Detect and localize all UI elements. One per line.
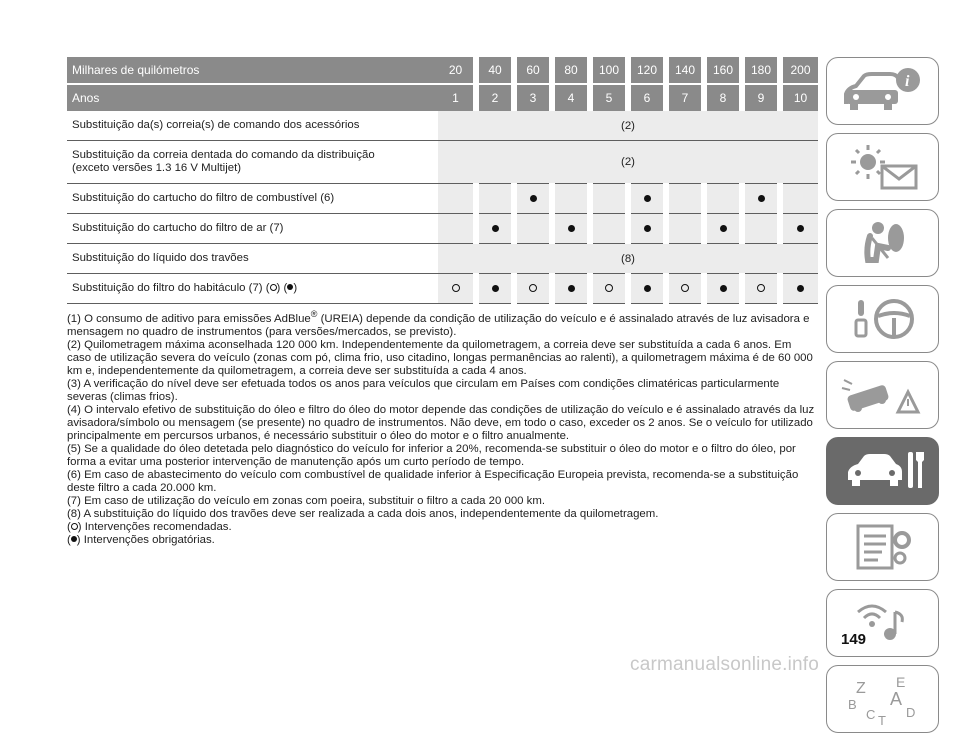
page-number: 149 bbox=[841, 631, 867, 648]
recommended-symbol-icon bbox=[71, 523, 78, 530]
schedule-cell bbox=[704, 184, 742, 214]
header-year-cell: 7 bbox=[666, 84, 704, 111]
mandatory-mark-icon bbox=[644, 225, 651, 232]
schedule-cell bbox=[742, 184, 780, 214]
index-letter: A bbox=[889, 689, 902, 709]
footnote-text: (1) O consumo de aditivo para emissões AdBlue bbox=[67, 312, 311, 325]
schedule-cell bbox=[666, 274, 704, 304]
header-year-cell: 3 bbox=[514, 84, 552, 111]
footnote-text: ) Intervenções recomendadas. bbox=[77, 520, 232, 533]
index-letter: B bbox=[847, 697, 857, 712]
mandatory-mark-icon bbox=[568, 285, 575, 292]
header-year-cell: 2 bbox=[476, 84, 514, 111]
header-years-row bbox=[67, 84, 818, 111]
header-year-cell: 5 bbox=[590, 84, 628, 111]
schedule-cell bbox=[438, 214, 476, 244]
maintenance-icon bbox=[838, 446, 928, 496]
header-year-cell: 8 bbox=[704, 84, 742, 111]
header-km-cell: 40 bbox=[476, 57, 514, 84]
table-row bbox=[67, 184, 818, 214]
row-label-line: Substituição da correia dentada do comando da distribuição bbox=[72, 149, 375, 161]
header-km-cell: 180 bbox=[742, 57, 780, 84]
schedule-cell bbox=[742, 274, 780, 304]
footnote-text: ( bbox=[67, 520, 71, 533]
footnote bbox=[67, 308, 818, 339]
safety-airbag-icon bbox=[838, 218, 928, 268]
row-label: Substituição do líquido dos travões bbox=[67, 244, 438, 274]
row-label-line: (exceto versões 1.3 16 V Multijet) bbox=[72, 162, 242, 174]
footnote: (5) Se a qualidade do óleo detetada pelo diagnóstico do veículo for inferior a 20%, recomenda-se substituir o óleo do motor e o filtro do óleo, por forma a evitar uma posterior intervenção de manutenção após um curto período de tempo. bbox=[67, 442, 796, 468]
legend-recommended bbox=[67, 521, 818, 534]
schedule-cell bbox=[590, 184, 628, 214]
header-km-cell: 20 bbox=[438, 57, 476, 84]
footnote: (2) Quilometragem máxima aconselhada 120 000 km. Independentemente da quilometragem, a correia deve ser substituída a cada 6 anos. Em caso de utilização severa do veículo (zonas com pó, clima frio, uso citadino, longas permanências ao ralenti), a quilometragem máxima é de 60 000 km e, independentemente da quilometragem, a correia deve ser substituída a cada 4 anos. bbox=[67, 338, 813, 377]
schedule-cell bbox=[476, 274, 514, 304]
recommended-mark-icon bbox=[452, 284, 460, 292]
recommended-symbol-icon bbox=[270, 284, 277, 291]
schedule-cell bbox=[628, 274, 666, 304]
footnote: (8) A substituição do líquido dos travões deve ser realizada a cada dois anos, independentemente da quilometragem. bbox=[67, 507, 659, 520]
row-label-text: ) bbox=[293, 282, 298, 294]
row-label bbox=[67, 141, 438, 184]
watermark: carmanualsonline.info bbox=[630, 654, 820, 675]
schedule-cell bbox=[704, 274, 742, 304]
svg-text:i: i bbox=[904, 73, 909, 90]
schedule-cell bbox=[514, 214, 552, 244]
header-km-cell: 200 bbox=[780, 57, 818, 84]
mandatory-mark-icon bbox=[568, 225, 575, 232]
recommended-mark-icon bbox=[605, 284, 613, 292]
schedule-cell bbox=[628, 214, 666, 244]
index-letter: E bbox=[895, 674, 905, 690]
row-note-ref: (8) bbox=[438, 244, 818, 274]
schedule-cell bbox=[666, 184, 704, 214]
row-label: Substituição da(s) correia(s) de comando dos acessórios bbox=[67, 111, 438, 141]
schedule-cell bbox=[552, 214, 590, 244]
header-year-cell: 4 bbox=[552, 84, 590, 111]
header-year-cell: 6 bbox=[628, 84, 666, 111]
header-km-cell: 120 bbox=[628, 57, 666, 84]
chapter-tab-warning-lights[interactable] bbox=[826, 133, 939, 201]
table-row bbox=[67, 141, 818, 184]
chapter-tab-maintenance[interactable] bbox=[826, 437, 939, 505]
header-km-row bbox=[67, 57, 818, 84]
schedule-cell bbox=[742, 214, 780, 244]
schedule-cell bbox=[438, 184, 476, 214]
mandatory-mark-icon bbox=[797, 225, 804, 232]
footnote: (7) Em caso de utilização do veículo em zonas com poeira, substituir o filtro a cada 20 000 km. bbox=[67, 494, 546, 507]
header-year-cell: 1 bbox=[438, 84, 476, 111]
recommended-mark-icon bbox=[681, 284, 689, 292]
recommended-mark-icon bbox=[757, 284, 765, 292]
schedule-cell bbox=[590, 274, 628, 304]
table-row bbox=[67, 214, 818, 244]
mandatory-mark-icon bbox=[758, 195, 765, 202]
row-label bbox=[67, 274, 438, 304]
schedule-cell bbox=[780, 184, 818, 214]
mandatory-mark-icon bbox=[644, 195, 651, 202]
recommended-mark-icon bbox=[529, 284, 537, 292]
chapter-tab-starting-driving[interactable] bbox=[826, 285, 939, 353]
schedule-cell bbox=[438, 274, 476, 304]
steering-wheel-icon bbox=[838, 294, 928, 344]
legend-mandatory bbox=[67, 534, 818, 547]
header-km-cell: 80 bbox=[552, 57, 590, 84]
warning-lights-icon bbox=[838, 142, 928, 192]
maintenance-schedule bbox=[67, 57, 818, 547]
schedule-cell bbox=[476, 184, 514, 214]
chapter-tab-technical-data[interactable] bbox=[826, 513, 939, 581]
schedule-cell bbox=[590, 214, 628, 244]
row-label: Substituição do cartucho do filtro de combustível (6) bbox=[67, 184, 438, 214]
index-letter: T bbox=[877, 713, 886, 725]
footnote-text: (UREIA) depende da condição de utilização do veículo e é assinalado através de luz avisadora e mensagem no quadro de instrumentos (para versões/mercados, se previsto). bbox=[67, 312, 810, 338]
schedule-cell bbox=[552, 184, 590, 214]
mandatory-mark-icon bbox=[797, 285, 804, 292]
schedule-cell bbox=[666, 214, 704, 244]
emergency-icon bbox=[838, 370, 928, 420]
table-row bbox=[67, 274, 818, 304]
schedule-cell bbox=[780, 214, 818, 244]
schedule-cell bbox=[780, 274, 818, 304]
mandatory-mark-icon bbox=[644, 285, 651, 292]
index-letter: D bbox=[905, 705, 915, 720]
footnote-text: ) Intervenções obrigatórias. bbox=[76, 533, 215, 546]
index-letter: C bbox=[865, 707, 875, 722]
schedule-cell bbox=[704, 214, 742, 244]
header-km-label: Milhares de quilómetros bbox=[67, 57, 438, 84]
technical-data-icon bbox=[838, 522, 928, 572]
footnote: (4) O intervalo efetivo de substituição do óleo e filtro do óleo do motor depende das condições de utilização do veículo e é assinalado através da luz avisadora/símbolo ou mensagem (se presente) no quadro de instrumentos. Não deve, em todo o caso, exceder os 2 anos. Se o veículo for utilizado principalmente em percursos urbanos, é necessário substituir o óleo do motor e o filtro anualmente. bbox=[67, 403, 815, 442]
index-icon bbox=[838, 673, 928, 725]
row-label-text: ) ( bbox=[276, 282, 288, 294]
car-info-icon bbox=[838, 66, 928, 116]
mandatory-mark-icon bbox=[530, 195, 537, 202]
header-km-cell: 60 bbox=[514, 57, 552, 84]
chapter-tab-car-info[interactable] bbox=[826, 57, 939, 125]
footnote: (3) A verificação do nível deve ser efetuada todos os anos para veículos que circulam em Países com condições climatéricas particularmente severas (climas frios). bbox=[67, 377, 780, 403]
table-row bbox=[67, 244, 818, 274]
mandatory-mark-icon bbox=[492, 225, 499, 232]
schedule-cell bbox=[552, 274, 590, 304]
mandatory-mark-icon bbox=[720, 285, 727, 292]
schedule-cell bbox=[628, 184, 666, 214]
chapter-tab-safety[interactable] bbox=[826, 209, 939, 277]
footnotes bbox=[67, 308, 818, 547]
header-km-cell: 160 bbox=[704, 57, 742, 84]
schedule-table bbox=[67, 57, 818, 304]
header-year-cell: 10 bbox=[780, 84, 818, 111]
schedule-cell bbox=[514, 274, 552, 304]
row-label-text: Substituição do filtro do habitáculo (7) ( bbox=[72, 282, 270, 294]
header-year-cell: 9 bbox=[742, 84, 780, 111]
header-km-cell: 140 bbox=[666, 57, 704, 84]
registered-mark: ® bbox=[310, 309, 318, 319]
schedule-cell bbox=[514, 184, 552, 214]
index-letter: Z bbox=[855, 680, 866, 697]
row-note-ref: (2) bbox=[438, 141, 818, 184]
header-km-cell: 100 bbox=[590, 57, 628, 84]
footnote: (6) Em caso de abastecimento do veículo com combustível de qualidade inferior à Especificação Europeia prevista, recomenda-se a substituição deste filtro a cada 20.000 km. bbox=[67, 468, 799, 494]
mandatory-mark-icon bbox=[492, 285, 499, 292]
row-label: Substituição do cartucho do filtro de ar (7) bbox=[67, 214, 438, 244]
mandatory-mark-icon bbox=[720, 225, 727, 232]
row-note-ref: (2) bbox=[438, 111, 818, 141]
footnote-text: ( bbox=[67, 533, 71, 546]
chapter-tab-emergency[interactable] bbox=[826, 361, 939, 429]
chapter-tab-index[interactable] bbox=[826, 665, 939, 733]
table-row bbox=[67, 111, 818, 141]
schedule-cell bbox=[476, 214, 514, 244]
header-years-label: Anos bbox=[67, 84, 438, 111]
